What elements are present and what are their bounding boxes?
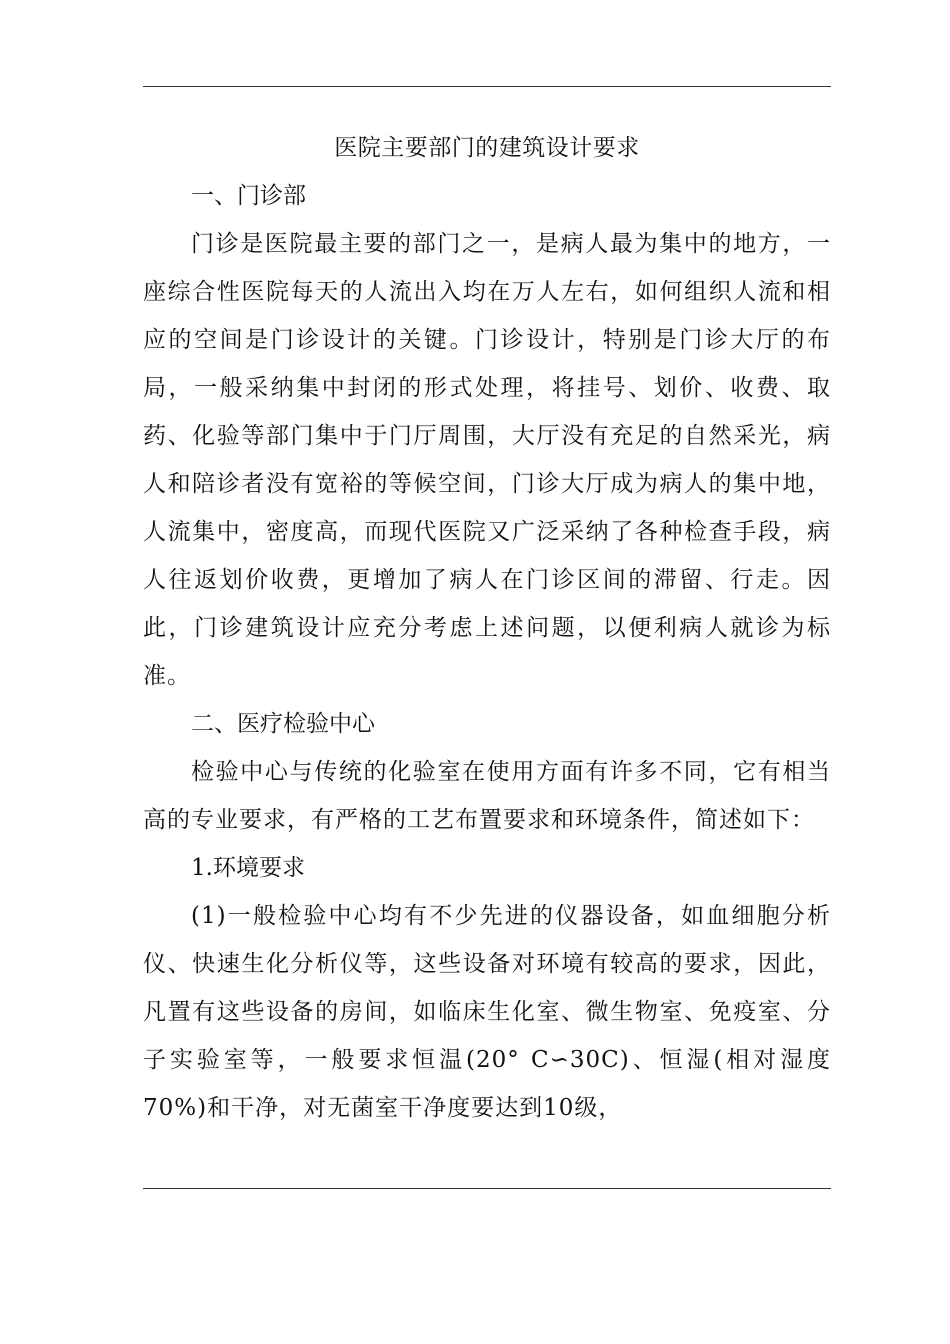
document-title: 医院主要部门的建筑设计要求 [334,135,640,161]
footer-rule [143,1188,831,1189]
section-heading-outpatient: 一、门诊部 [191,183,306,209]
header-rule [143,86,831,87]
section-heading-lab-center: 二、医疗检验中心 [191,711,375,737]
subsection-heading-environment: 1.环境要求 [191,855,305,881]
subsection-paragraph-environment: (1)一般检验中心均有不少先进的仪器设备，如血细胞分析仪、快速生化分析仪等，这些设备对环境有较高的要求，因此，凡置有这些设备的房间，如临床生化室、微生物室、免疫室、分子实验室等，一般要求恒温(20° C∽30C)、恒湿(相对湿度70%)和干净，对无菌室干净度要达到10级， [143,903,831,1121]
document-body [143,124,831,1132]
section-paragraph-outpatient: 门诊是医院最主要的部门之一，是病人最为集中的地方，一座综合性医院每天的人流出入均在万人左右，如何组织人流和相应的空间是门诊设计的关键。门诊设计，特别是门诊大厅的布局，一般采纳集中封闭的形式处理，将挂号、划价、收费、取药、化验等部门集中于门厅周围，大厅没有充足的自然采光，病人和陪诊者没有宽裕的等候空间，门诊大厅成为病人的集中地，人流集中，密度高，而现代医院又广泛采纳了各种检查手段，病人往返划价收费，更增加了病人在门诊区间的滞留、行走。因此，门诊建筑设计应充分考虑上述问题，以便利病人就诊为标准。 [143,231,831,689]
section-paragraph-lab-center: 检验中心与传统的化验室在使用方面有许多不同，它有相当高的专业要求，有严格的工艺布置要求和环境条件，简述如下： [143,759,831,833]
